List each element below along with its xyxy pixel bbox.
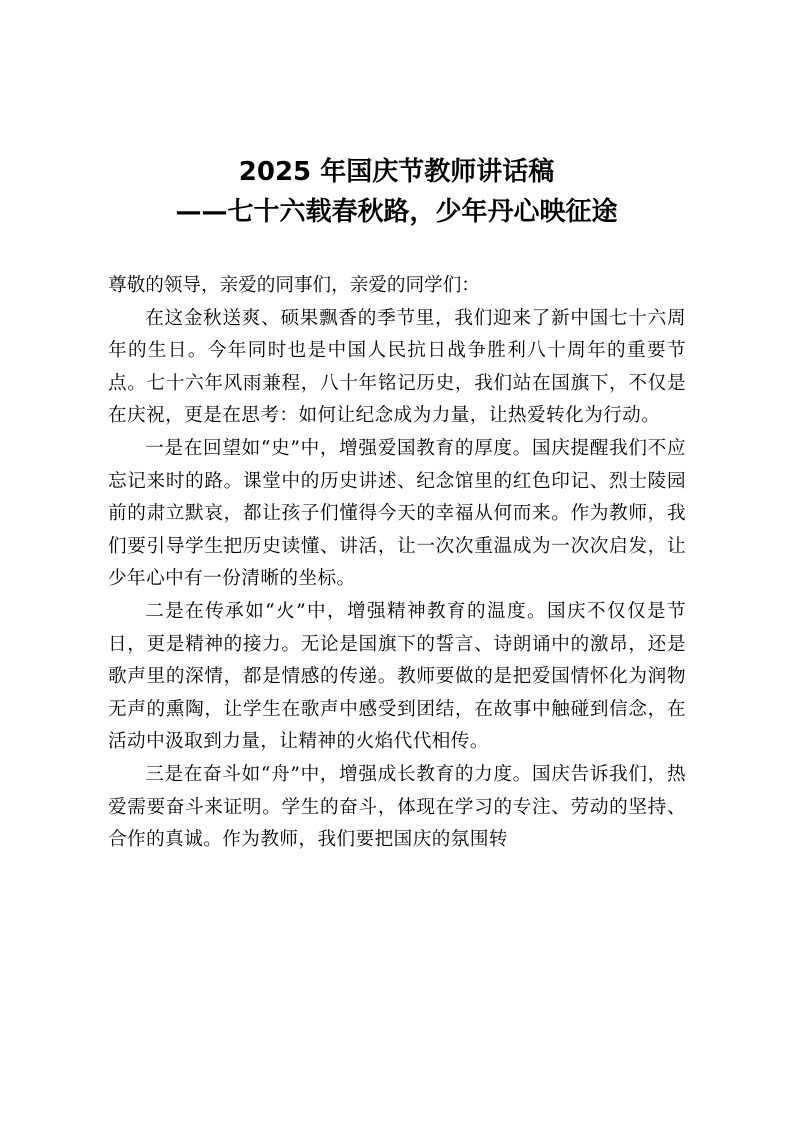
document-subtitle: ——七十六载春秋路，少年丹心映征途 xyxy=(175,197,618,227)
paragraph-striving: 三是在奋斗如“舟”中，增强成长教育的力度。国庆告诉我们，热爱需要奋斗来证明。学生的奋斗，体现在学习的专注、劳动的坚持、合作的真诚。作为教师，我们要把国庆的氛围转 xyxy=(108,763,686,851)
paragraph-intro: 在这金秋送爽、硕果飘香的季节里，我们迎来了新中国七十六周年的生日。今年同时也是中国人民抗日战争胜利八十周年的重要节点。七十六年风雨兼程，八十年铭记历史，我们站在国旗下，不仅是在庆祝，更是在思考：如何让纪念成为力量，让热爱转化为行动。 xyxy=(108,307,686,427)
title-block xyxy=(0,152,793,232)
document-body xyxy=(108,270,686,857)
paragraph-history: 一是在回望如“史”中，增强爱国教育的厚度。国庆提醒我们不应忘记来时的路。课堂中的历史讲述、纪念馆里的红色印记、烈士陵园前的肃立默哀，都让孩子们懂得今天的幸福从何而来。作为教师，我们要引导学生把历史读懂、讲活，让一次次重温成为一次次启发，让少年心中有一份清晰的坐标。 xyxy=(108,437,686,590)
salutation: 尊敬的领导，亲爱的同事们，亲爱的同学们： xyxy=(108,275,480,296)
paragraph-spirit: 二是在传承如“火”中，增强精神教育的温度。国庆不仅仅是节日，更是精神的接力。无论是国旗下的誓言、诗朗诵中的激昂，还是歌声里的深情，都是情感的传递。教师要做的是把爱国情怀化为润物无声的熏陶，让学生在歌声中感受到团结，在故事中触碰到信念，在活动中汲取到力量，让精神的火焰代代相传。 xyxy=(108,600,686,753)
document-title: 2025 年国庆节教师讲话稿 xyxy=(238,157,555,187)
